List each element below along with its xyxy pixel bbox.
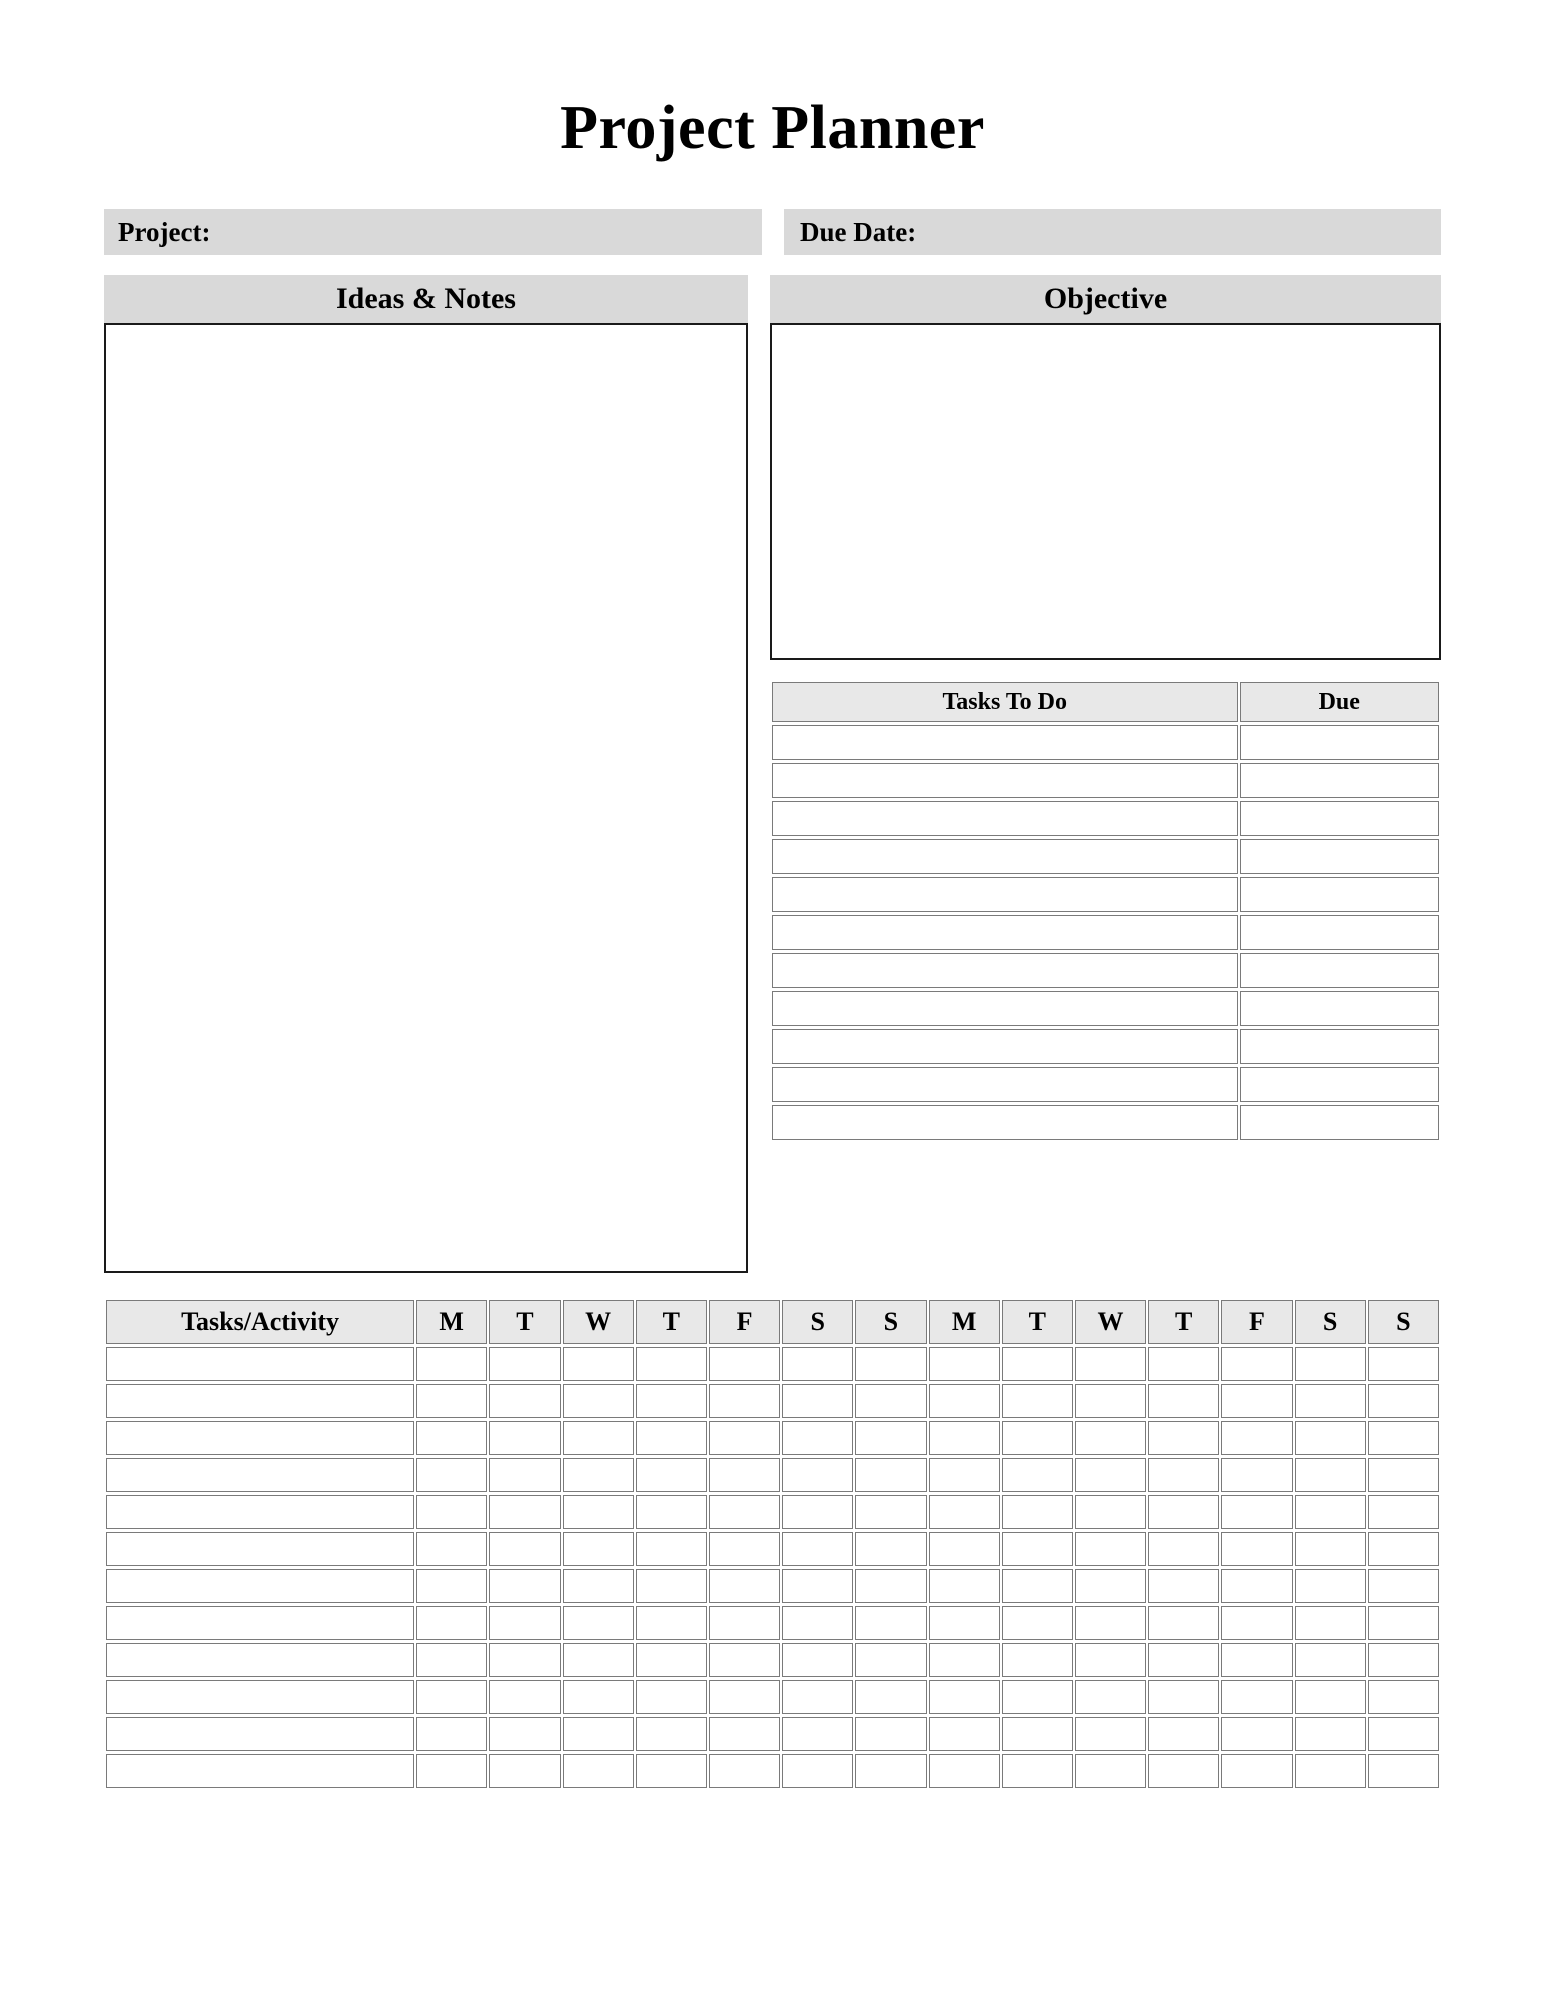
weekly-activity-table bbox=[104, 1297, 1441, 1791]
activity-cell[interactable] bbox=[106, 1717, 414, 1751]
day-cell-6[interactable] bbox=[855, 1384, 926, 1418]
day-cell-1[interactable] bbox=[489, 1495, 560, 1529]
day-column-header-6: S bbox=[855, 1300, 926, 1344]
day-cell-4[interactable] bbox=[709, 1569, 780, 1603]
day-cell-7[interactable] bbox=[929, 1606, 1000, 1640]
day-cell-7[interactable] bbox=[929, 1421, 1000, 1455]
day-cell-6[interactable] bbox=[855, 1495, 926, 1529]
day-cell-4[interactable] bbox=[709, 1754, 780, 1788]
day-cell-5[interactable] bbox=[782, 1421, 853, 1455]
day-cell-9[interactable] bbox=[1075, 1606, 1146, 1640]
day-cell-3[interactable] bbox=[636, 1606, 707, 1640]
day-cell-0[interactable] bbox=[416, 1495, 487, 1529]
day-cell-5[interactable] bbox=[782, 1754, 853, 1788]
day-cell-11[interactable] bbox=[1221, 1569, 1292, 1603]
activity-cell[interactable] bbox=[106, 1458, 414, 1492]
due-cell[interactable] bbox=[1240, 1029, 1440, 1064]
day-cell-8[interactable] bbox=[1002, 1384, 1073, 1418]
day-cell-11[interactable] bbox=[1221, 1347, 1292, 1381]
day-cell-11[interactable] bbox=[1221, 1754, 1292, 1788]
day-cell-7[interactable] bbox=[929, 1569, 1000, 1603]
day-column-header-8: T bbox=[1002, 1300, 1073, 1344]
day-cell-10[interactable] bbox=[1148, 1606, 1219, 1640]
objective-tasks-column bbox=[770, 323, 1441, 1143]
day-column-header-0: M bbox=[416, 1300, 487, 1344]
day-cell-10[interactable] bbox=[1148, 1495, 1219, 1529]
weekly-activity-row bbox=[106, 1421, 1439, 1455]
day-cell-2[interactable] bbox=[563, 1532, 634, 1566]
day-cell-10[interactable] bbox=[1148, 1717, 1219, 1751]
day-cell-11[interactable] bbox=[1221, 1606, 1292, 1640]
day-cell-13[interactable] bbox=[1368, 1569, 1439, 1603]
tasks-to-do-row bbox=[772, 877, 1439, 912]
activity-cell[interactable] bbox=[106, 1421, 414, 1455]
objective-heading: Objective bbox=[770, 275, 1441, 323]
day-column-header-5: S bbox=[782, 1300, 853, 1344]
tasks-to-do-row bbox=[772, 1067, 1439, 1102]
day-cell-4[interactable] bbox=[709, 1421, 780, 1455]
weekly-header-row bbox=[106, 1300, 1439, 1344]
day-cell-8[interactable] bbox=[1002, 1421, 1073, 1455]
project-field[interactable] bbox=[104, 209, 762, 255]
day-cell-2[interactable] bbox=[563, 1717, 634, 1751]
day-cell-1[interactable] bbox=[489, 1384, 560, 1418]
tasks-to-do-row bbox=[772, 953, 1439, 988]
day-cell-1[interactable] bbox=[489, 1532, 560, 1566]
day-cell-1[interactable] bbox=[489, 1347, 560, 1381]
day-cell-7[interactable] bbox=[929, 1384, 1000, 1418]
day-cell-3[interactable] bbox=[636, 1569, 707, 1603]
objective-input[interactable] bbox=[770, 323, 1441, 660]
day-cell-4[interactable] bbox=[709, 1347, 780, 1381]
day-cell-4[interactable] bbox=[709, 1384, 780, 1418]
task-cell[interactable] bbox=[772, 839, 1238, 874]
day-cell-2[interactable] bbox=[563, 1680, 634, 1714]
day-cell-8[interactable] bbox=[1002, 1754, 1073, 1788]
day-cell-0[interactable] bbox=[416, 1717, 487, 1751]
day-cell-5[interactable] bbox=[782, 1569, 853, 1603]
activity-cell[interactable] bbox=[106, 1643, 414, 1677]
day-cell-10[interactable] bbox=[1148, 1421, 1219, 1455]
day-cell-8[interactable] bbox=[1002, 1458, 1073, 1492]
day-cell-1[interactable] bbox=[489, 1569, 560, 1603]
day-cell-6[interactable] bbox=[855, 1458, 926, 1492]
due-cell[interactable] bbox=[1240, 839, 1440, 874]
activity-cell[interactable] bbox=[106, 1495, 414, 1529]
day-cell-3[interactable] bbox=[636, 1680, 707, 1714]
day-cell-0[interactable] bbox=[416, 1347, 487, 1381]
day-cell-6[interactable] bbox=[855, 1754, 926, 1788]
day-cell-11[interactable] bbox=[1221, 1421, 1292, 1455]
day-column-header-4: F bbox=[709, 1300, 780, 1344]
section-headings-row bbox=[104, 275, 1441, 323]
weekly-activity-row bbox=[106, 1717, 1439, 1751]
day-cell-13[interactable] bbox=[1368, 1717, 1439, 1751]
day-cell-11[interactable] bbox=[1221, 1495, 1292, 1529]
weekly-activity-row bbox=[106, 1606, 1439, 1640]
day-cell-9[interactable] bbox=[1075, 1532, 1146, 1566]
day-cell-1[interactable] bbox=[489, 1421, 560, 1455]
day-cell-2[interactable] bbox=[563, 1347, 634, 1381]
day-column-header-9: W bbox=[1075, 1300, 1146, 1344]
due-cell[interactable] bbox=[1240, 953, 1440, 988]
day-cell-13[interactable] bbox=[1368, 1643, 1439, 1677]
activity-cell[interactable] bbox=[106, 1569, 414, 1603]
day-cell-12[interactable] bbox=[1295, 1421, 1366, 1455]
day-cell-6[interactable] bbox=[855, 1717, 926, 1751]
day-cell-7[interactable] bbox=[929, 1754, 1000, 1788]
day-cell-13[interactable] bbox=[1368, 1680, 1439, 1714]
day-cell-3[interactable] bbox=[636, 1458, 707, 1492]
tasks-to-do-row bbox=[772, 725, 1439, 760]
day-cell-6[interactable] bbox=[855, 1680, 926, 1714]
day-cell-13[interactable] bbox=[1368, 1421, 1439, 1455]
day-cell-6[interactable] bbox=[855, 1606, 926, 1640]
day-cell-13[interactable] bbox=[1368, 1458, 1439, 1492]
day-cell-4[interactable] bbox=[709, 1606, 780, 1640]
day-cell-4[interactable] bbox=[709, 1458, 780, 1492]
day-cell-5[interactable] bbox=[782, 1717, 853, 1751]
weekly-activity-row bbox=[106, 1458, 1439, 1492]
day-cell-12[interactable] bbox=[1295, 1347, 1366, 1381]
day-cell-12[interactable] bbox=[1295, 1643, 1366, 1677]
day-cell-12[interactable] bbox=[1295, 1754, 1366, 1788]
day-cell-10[interactable] bbox=[1148, 1643, 1219, 1677]
day-cell-9[interactable] bbox=[1075, 1569, 1146, 1603]
day-cell-2[interactable] bbox=[563, 1421, 634, 1455]
activity-cell[interactable] bbox=[106, 1384, 414, 1418]
task-cell[interactable] bbox=[772, 1067, 1238, 1102]
weekly-activity-body bbox=[106, 1347, 1439, 1788]
day-cell-3[interactable] bbox=[636, 1495, 707, 1529]
day-cell-12[interactable] bbox=[1295, 1384, 1366, 1418]
day-cell-2[interactable] bbox=[563, 1384, 634, 1418]
day-cell-8[interactable] bbox=[1002, 1643, 1073, 1677]
activity-cell[interactable] bbox=[106, 1680, 414, 1714]
due-cell[interactable] bbox=[1240, 877, 1440, 912]
day-cell-11[interactable] bbox=[1221, 1717, 1292, 1751]
day-cell-4[interactable] bbox=[709, 1680, 780, 1714]
day-cell-9[interactable] bbox=[1075, 1495, 1146, 1529]
task-cell[interactable] bbox=[772, 915, 1238, 950]
day-cell-6[interactable] bbox=[855, 1347, 926, 1381]
day-cell-7[interactable] bbox=[929, 1717, 1000, 1751]
day-cell-1[interactable] bbox=[489, 1643, 560, 1677]
day-cell-5[interactable] bbox=[782, 1384, 853, 1418]
task-cell[interactable] bbox=[772, 953, 1238, 988]
day-cell-8[interactable] bbox=[1002, 1532, 1073, 1566]
day-cell-6[interactable] bbox=[855, 1643, 926, 1677]
task-cell[interactable] bbox=[772, 801, 1238, 836]
day-cell-12[interactable] bbox=[1295, 1569, 1366, 1603]
day-cell-12[interactable] bbox=[1295, 1532, 1366, 1566]
tasks-to-do-row bbox=[772, 1105, 1439, 1140]
day-cell-12[interactable] bbox=[1295, 1717, 1366, 1751]
day-cell-10[interactable] bbox=[1148, 1532, 1219, 1566]
task-cell[interactable] bbox=[772, 1029, 1238, 1064]
day-cell-4[interactable] bbox=[709, 1643, 780, 1677]
day-cell-8[interactable] bbox=[1002, 1680, 1073, 1714]
day-cell-8[interactable] bbox=[1002, 1606, 1073, 1640]
day-cell-9[interactable] bbox=[1075, 1421, 1146, 1455]
day-cell-2[interactable] bbox=[563, 1606, 634, 1640]
weekly-activity-row bbox=[106, 1754, 1439, 1788]
day-cell-7[interactable] bbox=[929, 1495, 1000, 1529]
day-column-header-2: W bbox=[563, 1300, 634, 1344]
due-cell[interactable] bbox=[1240, 1105, 1440, 1140]
day-cell-10[interactable] bbox=[1148, 1384, 1219, 1418]
day-cell-9[interactable] bbox=[1075, 1680, 1146, 1714]
day-cell-11[interactable] bbox=[1221, 1458, 1292, 1492]
weekly-activity-row bbox=[106, 1569, 1439, 1603]
tasks-to-do-column-header: Tasks To Do bbox=[772, 682, 1238, 722]
day-cell-1[interactable] bbox=[489, 1717, 560, 1751]
day-cell-11[interactable] bbox=[1221, 1643, 1292, 1677]
tasks-to-do-row bbox=[772, 915, 1439, 950]
day-cell-6[interactable] bbox=[855, 1421, 926, 1455]
day-cell-9[interactable] bbox=[1075, 1717, 1146, 1751]
day-cell-13[interactable] bbox=[1368, 1347, 1439, 1381]
day-cell-7[interactable] bbox=[929, 1643, 1000, 1677]
task-cell[interactable] bbox=[772, 763, 1238, 798]
day-cell-13[interactable] bbox=[1368, 1532, 1439, 1566]
day-cell-10[interactable] bbox=[1148, 1680, 1219, 1714]
weekly-activity-row bbox=[106, 1347, 1439, 1381]
day-column-header-10: T bbox=[1148, 1300, 1219, 1344]
day-cell-12[interactable] bbox=[1295, 1458, 1366, 1492]
due-date-label: Due Date: bbox=[800, 216, 917, 247]
day-cell-1[interactable] bbox=[489, 1606, 560, 1640]
day-cell-5[interactable] bbox=[782, 1606, 853, 1640]
day-cell-5[interactable] bbox=[782, 1680, 853, 1714]
due-cell[interactable] bbox=[1240, 763, 1440, 798]
day-cell-3[interactable] bbox=[636, 1643, 707, 1677]
day-cell-3[interactable] bbox=[636, 1421, 707, 1455]
weekly-activity-row bbox=[106, 1532, 1439, 1566]
day-cell-3[interactable] bbox=[636, 1717, 707, 1751]
due-cell[interactable] bbox=[1240, 1067, 1440, 1102]
day-cell-8[interactable] bbox=[1002, 1717, 1073, 1751]
day-cell-2[interactable] bbox=[563, 1754, 634, 1788]
day-cell-10[interactable] bbox=[1148, 1347, 1219, 1381]
tasks-to-do-row bbox=[772, 839, 1439, 874]
tasks-to-do-row bbox=[772, 1029, 1439, 1064]
day-cell-10[interactable] bbox=[1148, 1569, 1219, 1603]
tasks-to-do-row bbox=[772, 991, 1439, 1026]
day-cell-4[interactable] bbox=[709, 1532, 780, 1566]
due-cell[interactable] bbox=[1240, 915, 1440, 950]
activity-cell[interactable] bbox=[106, 1347, 414, 1381]
day-cell-2[interactable] bbox=[563, 1569, 634, 1603]
day-cell-3[interactable] bbox=[636, 1384, 707, 1418]
day-cell-9[interactable] bbox=[1075, 1347, 1146, 1381]
day-cell-7[interactable] bbox=[929, 1532, 1000, 1566]
due-cell[interactable] bbox=[1240, 991, 1440, 1026]
day-cell-13[interactable] bbox=[1368, 1754, 1439, 1788]
day-column-header-13: S bbox=[1368, 1300, 1439, 1344]
page-title: Project Planner bbox=[560, 94, 985, 162]
day-cell-10[interactable] bbox=[1148, 1458, 1219, 1492]
day-cell-0[interactable] bbox=[416, 1421, 487, 1455]
day-cell-1[interactable] bbox=[489, 1754, 560, 1788]
ideas-notes-column bbox=[104, 323, 748, 1273]
task-cell[interactable] bbox=[772, 1105, 1238, 1140]
day-cell-0[interactable] bbox=[416, 1532, 487, 1566]
tasks-to-do-header-row bbox=[772, 682, 1439, 722]
day-cell-10[interactable] bbox=[1148, 1754, 1219, 1788]
day-cell-8[interactable] bbox=[1002, 1347, 1073, 1381]
ideas-notes-heading: Ideas & Notes bbox=[104, 275, 748, 323]
day-cell-12[interactable] bbox=[1295, 1680, 1366, 1714]
day-column-header-3: T bbox=[636, 1300, 707, 1344]
header-fields-row bbox=[104, 209, 1441, 255]
due-cell[interactable] bbox=[1240, 801, 1440, 836]
day-column-header-7: M bbox=[929, 1300, 1000, 1344]
day-cell-13[interactable] bbox=[1368, 1606, 1439, 1640]
day-cell-5[interactable] bbox=[782, 1495, 853, 1529]
day-column-header-11: F bbox=[1221, 1300, 1292, 1344]
day-cell-0[interactable] bbox=[416, 1458, 487, 1492]
day-cell-7[interactable] bbox=[929, 1347, 1000, 1381]
day-cell-8[interactable] bbox=[1002, 1569, 1073, 1603]
task-cell[interactable] bbox=[772, 725, 1238, 760]
weekly-activity-row bbox=[106, 1384, 1439, 1418]
day-cell-6[interactable] bbox=[855, 1532, 926, 1566]
day-cell-0[interactable] bbox=[416, 1384, 487, 1418]
ideas-notes-input[interactable] bbox=[104, 323, 748, 1273]
day-cell-11[interactable] bbox=[1221, 1384, 1292, 1418]
activity-cell[interactable] bbox=[106, 1754, 414, 1788]
day-cell-0[interactable] bbox=[416, 1606, 487, 1640]
day-cell-4[interactable] bbox=[709, 1717, 780, 1751]
day-cell-3[interactable] bbox=[636, 1347, 707, 1381]
day-cell-0[interactable] bbox=[416, 1643, 487, 1677]
day-cell-4[interactable] bbox=[709, 1495, 780, 1529]
day-cell-5[interactable] bbox=[782, 1458, 853, 1492]
tasks-to-do-row bbox=[772, 763, 1439, 798]
weekly-activity-row bbox=[106, 1643, 1439, 1677]
day-cell-2[interactable] bbox=[563, 1643, 634, 1677]
weekly-activity-section bbox=[104, 1297, 1441, 1791]
day-cell-8[interactable] bbox=[1002, 1495, 1073, 1529]
due-date-field[interactable] bbox=[784, 209, 1441, 255]
main-body bbox=[104, 323, 1441, 1273]
day-cell-0[interactable] bbox=[416, 1569, 487, 1603]
day-column-header-12: S bbox=[1295, 1300, 1366, 1344]
day-cell-7[interactable] bbox=[929, 1458, 1000, 1492]
activity-cell[interactable] bbox=[106, 1532, 414, 1566]
day-cell-0[interactable] bbox=[416, 1680, 487, 1714]
task-cell[interactable] bbox=[772, 991, 1238, 1026]
weekly-activity-row bbox=[106, 1680, 1439, 1714]
day-cell-9[interactable] bbox=[1075, 1754, 1146, 1788]
day-cell-13[interactable] bbox=[1368, 1495, 1439, 1529]
day-cell-3[interactable] bbox=[636, 1532, 707, 1566]
day-cell-1[interactable] bbox=[489, 1680, 560, 1714]
day-cell-13[interactable] bbox=[1368, 1384, 1439, 1418]
day-cell-11[interactable] bbox=[1221, 1532, 1292, 1566]
day-column-header-1: T bbox=[489, 1300, 560, 1344]
tasks-to-do-body bbox=[772, 725, 1439, 1140]
day-cell-11[interactable] bbox=[1221, 1680, 1292, 1714]
activity-cell[interactable] bbox=[106, 1606, 414, 1640]
tasks-to-do-row bbox=[772, 801, 1439, 836]
activity-column-header: Tasks/Activity bbox=[106, 1300, 414, 1344]
day-cell-5[interactable] bbox=[782, 1347, 853, 1381]
day-cell-9[interactable] bbox=[1075, 1458, 1146, 1492]
weekly-activity-row bbox=[106, 1495, 1439, 1529]
day-cell-2[interactable] bbox=[563, 1458, 634, 1492]
day-cell-12[interactable] bbox=[1295, 1495, 1366, 1529]
day-cell-6[interactable] bbox=[855, 1569, 926, 1603]
day-cell-0[interactable] bbox=[416, 1754, 487, 1788]
day-cell-5[interactable] bbox=[782, 1643, 853, 1677]
day-cell-1[interactable] bbox=[489, 1458, 560, 1492]
project-label: Project: bbox=[118, 216, 211, 247]
task-cell[interactable] bbox=[772, 877, 1238, 912]
day-cell-9[interactable] bbox=[1075, 1384, 1146, 1418]
day-cell-5[interactable] bbox=[782, 1532, 853, 1566]
due-cell[interactable] bbox=[1240, 725, 1440, 760]
day-cell-3[interactable] bbox=[636, 1754, 707, 1788]
day-cell-12[interactable] bbox=[1295, 1606, 1366, 1640]
tasks-to-do-table bbox=[770, 679, 1441, 1143]
day-cell-2[interactable] bbox=[563, 1495, 634, 1529]
due-column-header: Due bbox=[1240, 682, 1440, 722]
day-cell-9[interactable] bbox=[1075, 1643, 1146, 1677]
day-cell-7[interactable] bbox=[929, 1680, 1000, 1714]
